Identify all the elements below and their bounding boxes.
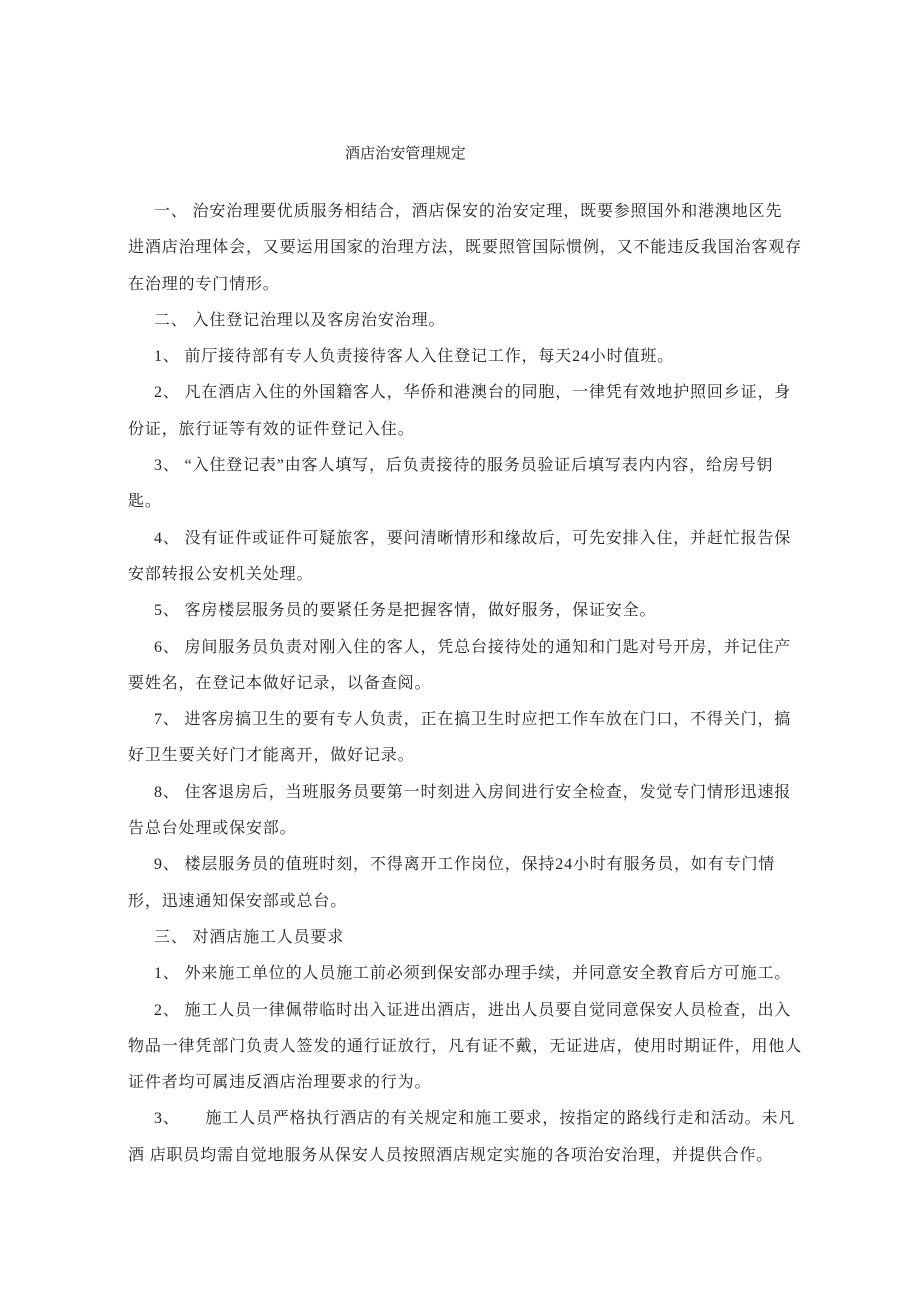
text-line: 进酒店治理体会，又要运用国家的治理方法，既要照管国际惯例，又不能违反我国治客观存 [128, 239, 803, 257]
text-line: 要姓名，在登记本做好记录，以备查阅。 [128, 674, 432, 692]
document-title: 酒店治安管理规定 [345, 146, 466, 162]
text-line: 匙。 [128, 493, 162, 511]
text-line: 形，迅速通知保安部或总台。 [128, 892, 348, 910]
text-line: 2、 施工人员一律佩带临时出入证进出酒店，进出人员要自觉同意保安人员检查，出入 [154, 1001, 792, 1019]
document-body [128, 194, 808, 1174]
text-line: 4、 没有证件或证件可疑旅客，要问清晰情形和缘故后，可先安排入住，并赶忙报告保 [154, 529, 792, 547]
text-line: 安部转报公安机关处理。 [128, 565, 314, 583]
text-line: 6、 房间服务员负责对刚入住的客人，凭总台接待处的通知和门匙对号开房，并记住产 [154, 638, 792, 656]
text-line: 物品一律凭部门负责人签发的通行证放行，凡有证不戴，无证进店，使用时期证件，用他人 [128, 1037, 803, 1055]
text-line: 酒 店职员均需自觉地服务从保安人员按照酒店规定实施的各项治安治理，并提供合作。 [128, 1146, 774, 1164]
text-line: 二、 入住登记治理以及客房治安治理。 [154, 311, 446, 329]
text-line: 2、 凡在酒店入住的外国籍客人，华侨和港澳台的同胞，一律凭有效地护照回乡证，身 [154, 384, 792, 402]
text-line: 告总台处理或保安部。 [128, 820, 297, 838]
text-line: 份证，旅行证等有效的证件登记入住。 [128, 420, 415, 438]
text-line: 证件者均可属违反酒店治理要求的行为。 [128, 1074, 432, 1092]
text-line: 三、 对酒店施工人员要求 [154, 928, 345, 946]
text-line: 好卫生要关好门才能离开，做好记录。 [128, 747, 415, 765]
text-line: 9、 楼层服务员的值班时刻，不得离开工作岗位，保持24小时有服务员，如有专门情 [154, 856, 776, 874]
text-line: 5、 客房楼层服务员的要紧任务是把握客情，做好服务，保证安全。 [154, 602, 657, 620]
text-line: 1、 前厅接待部有专人负责接待客人入住登记工作，每天24小时值班。 [154, 348, 675, 366]
text-line: 8、 住客退房后，当班服务员要第一时刻进入房间进行安全检查，发觉专门情形迅速报 [154, 783, 792, 801]
text-line: 3、 “入住登记表”由客人填写，后负责接待的服务员验证后填写表内内容，给房号钥 [154, 457, 774, 475]
text-line: 3、 施工人员严格执行酒店的有关规定和施工要求，按指定的路线行走和活动。未凡 [154, 1110, 796, 1128]
text-line: 7、 进客房搞卫生的要有专人负责，正在搞卫生时应把工作车放在门口，不得关门，搞 [154, 711, 792, 729]
text-line: 一、 治安治理要优质服务相结合，酒店保安的治安定理，既要参照国外和港澳地区先 [154, 203, 783, 220]
text-line: 1、 外来施工单位的人员施工前必须到保安部办理手续，并同意安全教育后方可施工。 [154, 965, 792, 983]
text-line: 在治理的专门情形。 [128, 275, 280, 293]
